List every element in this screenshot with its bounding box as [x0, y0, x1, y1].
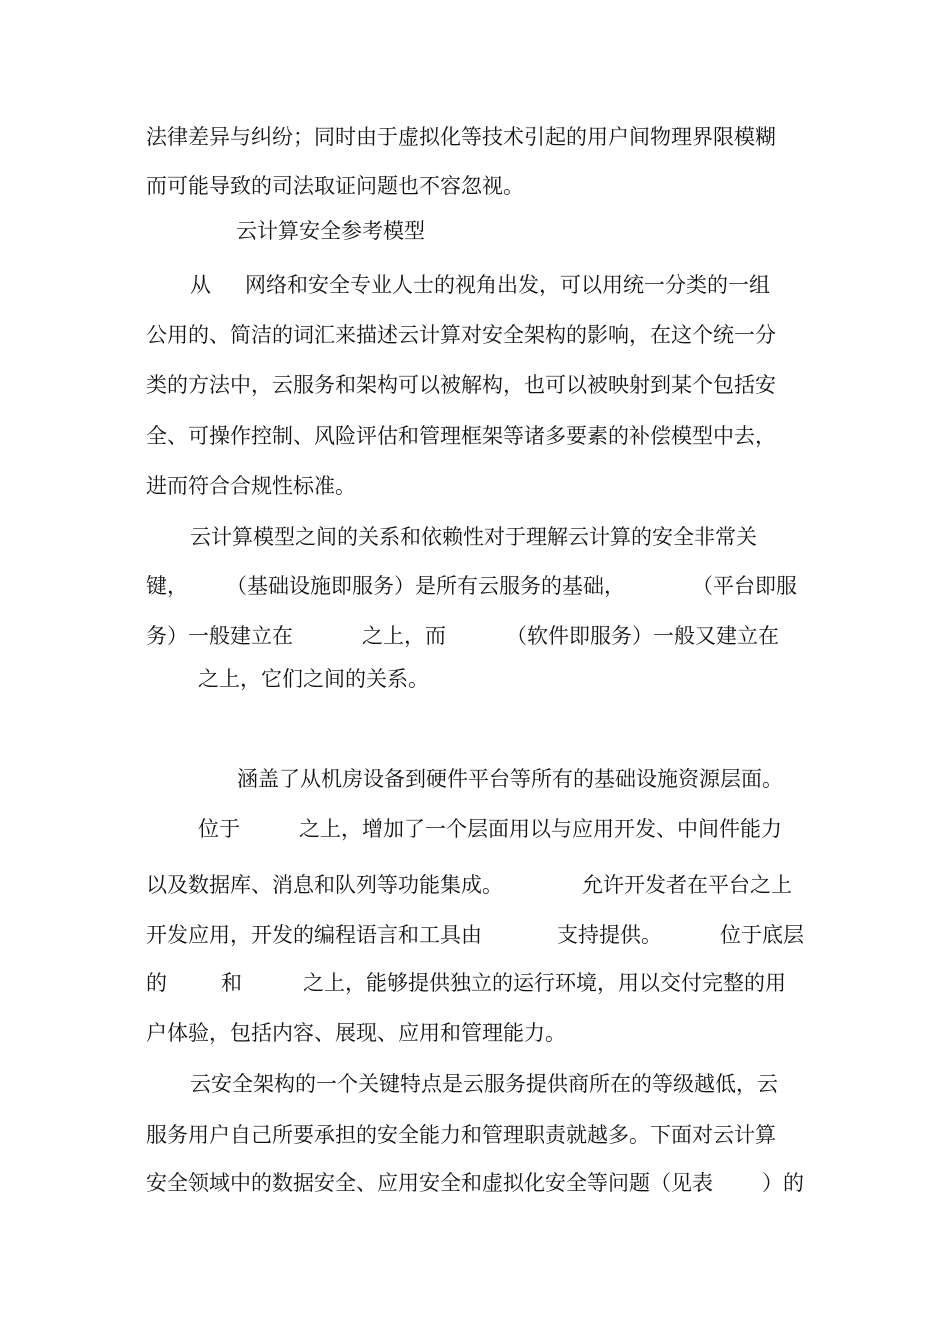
text-line: 公用的、简洁的词汇来描述云计算对安全架构的影响，在这个统一分 [146, 323, 776, 347]
text-line: 法律差异与纠纷；同时由于虚拟化等技术引起的用户间物理界限模糊 [146, 125, 776, 149]
text-line: 之上，能够提供独立的运行环境，用以交付完整的用 [303, 971, 786, 995]
text-line: 和 [221, 971, 242, 995]
text-line: 云安全架构的一个关键特点是云服务提供商所在的等级越低，云 [190, 1072, 778, 1096]
text-line: 而可能导致的司法取证问题也不容忽视。 [146, 174, 524, 198]
text-line: 开发应用，开发的编程语言和工具由 [146, 923, 482, 947]
text-line: 之上，而 [362, 624, 446, 648]
text-line: 之上，它们之间的关系。 [198, 667, 429, 691]
text-line: 云计算模型之间的关系和依赖性对于理解云计算的安全非常关 [190, 525, 757, 549]
text-line: 支持提供。 [557, 923, 662, 947]
text-line: 以及数据库、消息和队列等功能集成。 [146, 873, 503, 897]
text-line: 网络和安全专业人士的视角出发，可以用统一分类的一组 [245, 273, 770, 297]
text-line: （软件即服务）一般又建立在 [506, 624, 779, 648]
text-line: 务）一般建立在 [146, 624, 293, 648]
text-line: 位于底层 [720, 923, 804, 947]
text-line: 从 [190, 273, 211, 297]
text-line: （平台即服 [692, 574, 797, 598]
section-heading: 云计算安全参考模型 [236, 219, 425, 243]
text-line: 涵盖了从机房设备到硬件平台等所有的基础设施资源层面。 [237, 767, 783, 791]
text-line: 的 [146, 971, 167, 995]
text-line: 之上，增加了一个层面用以与应用开发、中间件能力 [299, 817, 782, 841]
text-line: （基础设施即服务）是所有云服务的基础， [226, 574, 625, 598]
text-line: 进而符合合规性标准。 [146, 474, 356, 498]
text-line: 类的方法中，云服务和架构可以被解构，也可以被映射到某个包括安 [146, 373, 776, 397]
text-line: 允许开发者在平台之上 [582, 873, 792, 897]
text-line: 键， [146, 574, 188, 598]
text-line: 全、可操作控制、风险评估和管理框架等诸多要素的补偿模型中去， [146, 424, 776, 448]
text-line: 户体验，包括内容、展现、应用和管理能力。 [146, 1021, 566, 1045]
text-line: ）的 [762, 1171, 804, 1195]
text-line: 安全领域中的数据安全、应用安全和虚拟化安全等问题（见表 [146, 1171, 713, 1195]
text-line: 位于 [198, 817, 240, 841]
text-line: 服务用户自己所要承担的安全能力和管理职责就越多。下面对云计算 [146, 1123, 776, 1147]
